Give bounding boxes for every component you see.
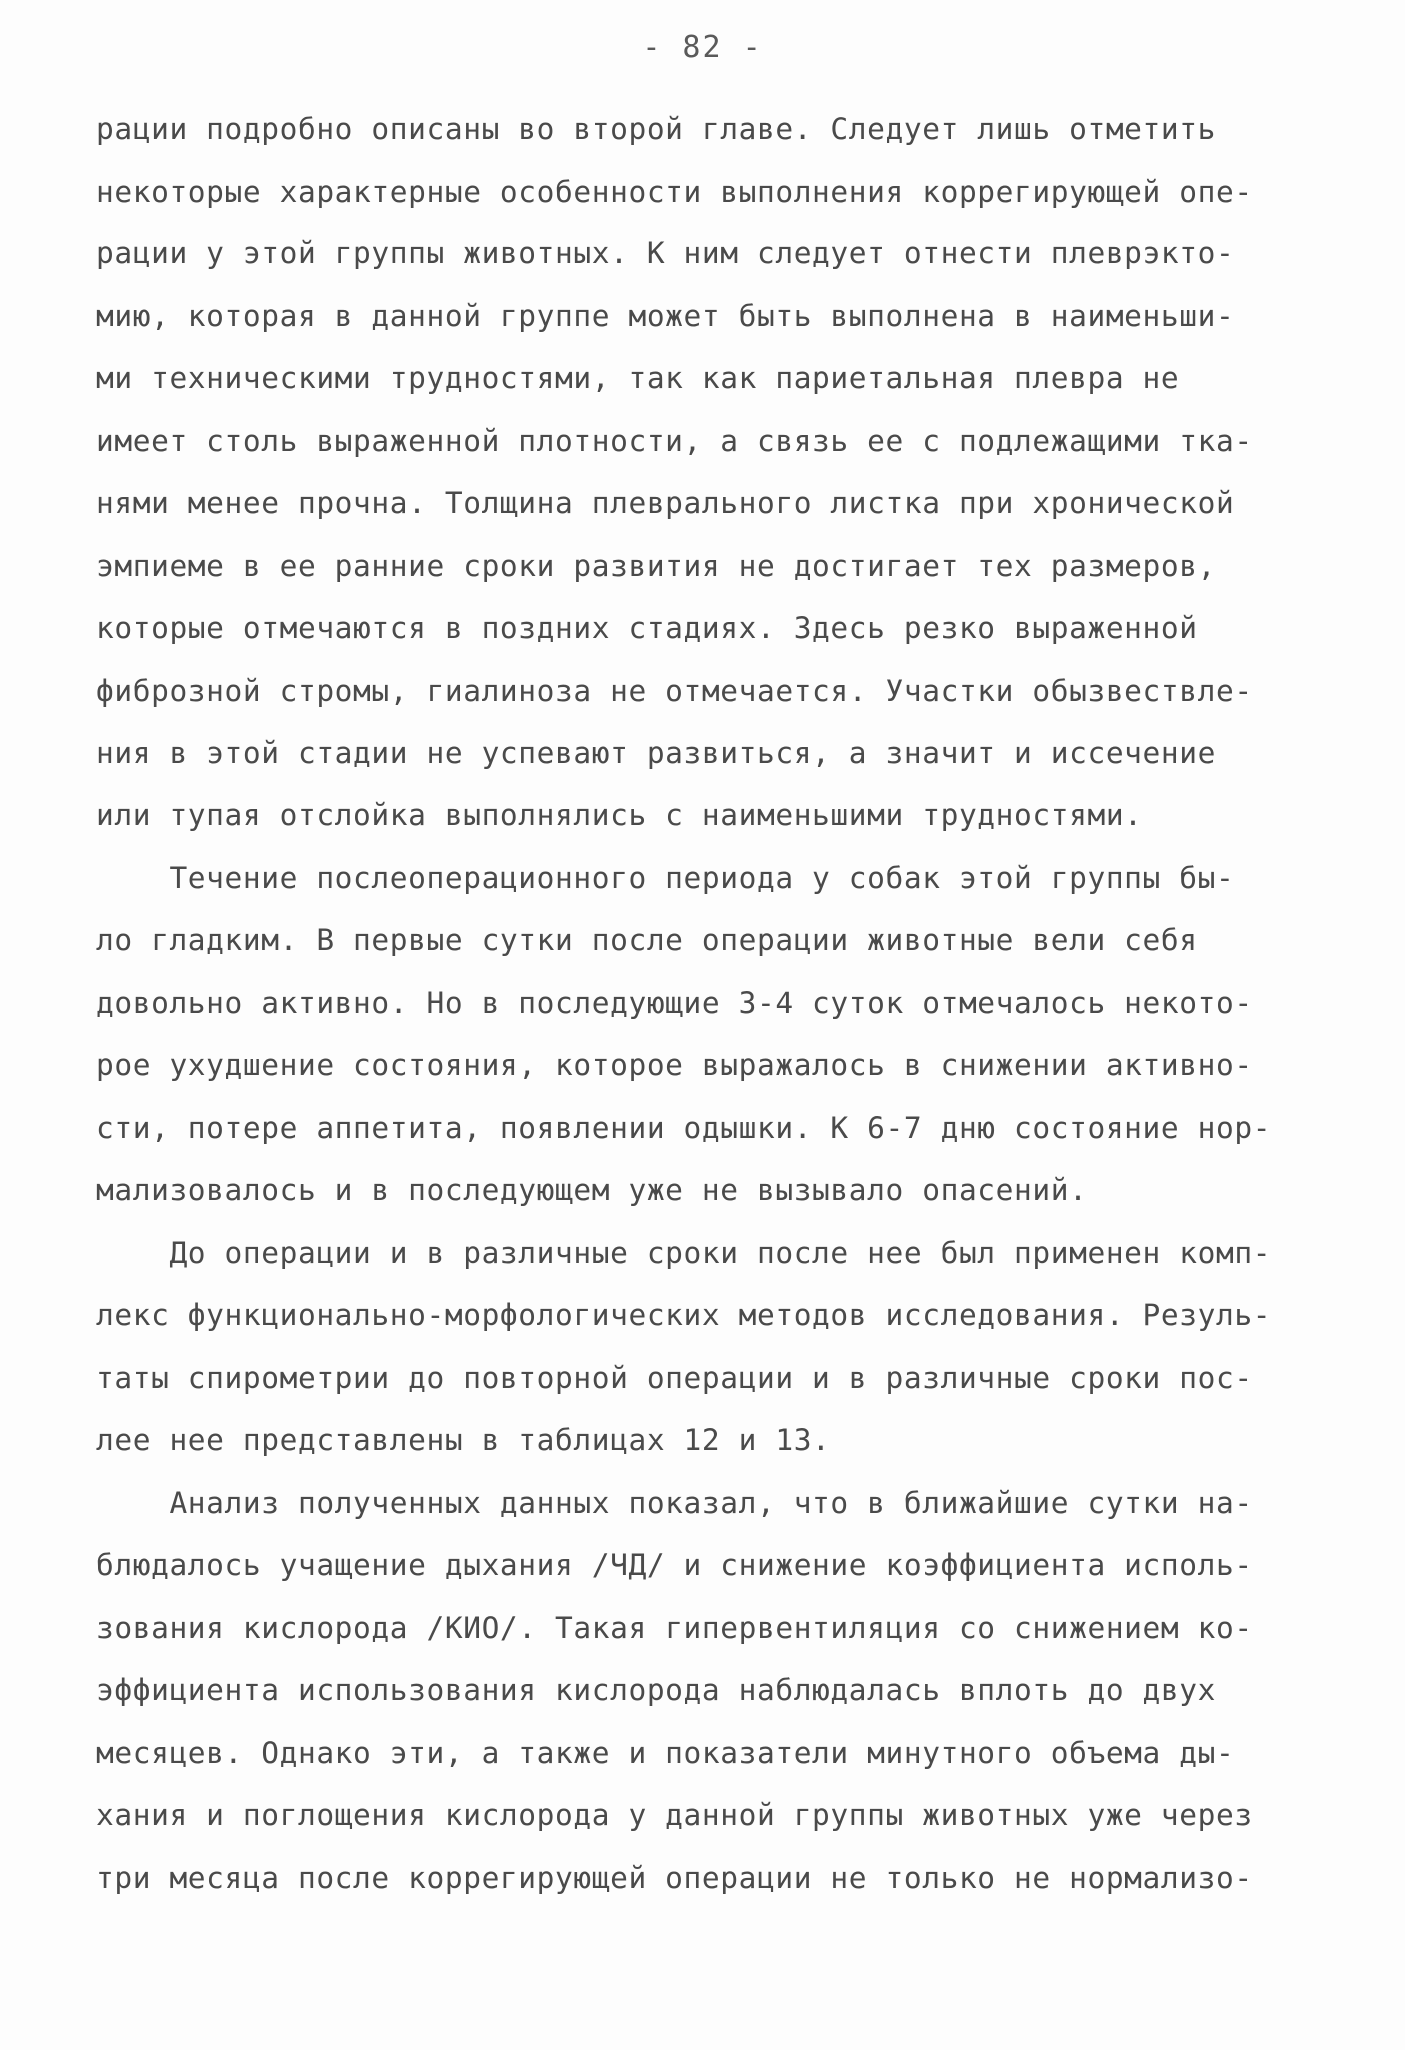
text-line: или тупая отслойка выполнялись с наименьшими трудностями.: [96, 798, 1143, 832]
text-line: ми техническими трудностями, так как париетальная плевра не: [96, 361, 1180, 395]
text-line: три месяца после коррегирующей операции не только не нормализо-: [96, 1861, 1253, 1895]
page-number: - 82 -: [642, 30, 763, 65]
text-line: мализовалось и в последующем уже не вызывало опасений.: [96, 1173, 1088, 1207]
text-line: рации подробно описаны во второй главе. Следует лишь отметить: [96, 112, 1216, 146]
text-line: месяцев. Однако эти, а также и показатели минутного объема ды-: [96, 1736, 1235, 1770]
text-line: рое ухудшение состояния, которое выражалось в снижении активно-: [96, 1048, 1253, 1082]
text-line: блюдалось учащение дыхания /ЧД/ и снижение коэффициента исполь-: [96, 1548, 1253, 1582]
text-line: сти, потере аппетита, появлении одышки. К 6-7 дню состояние нор-: [96, 1111, 1272, 1145]
text-line: ло гладким. В первые сутки после операции животные вели себя: [96, 923, 1198, 957]
text-line: Течение послеоперационного периода у собак этой группы бы-: [96, 861, 1235, 895]
text-line: некоторые характерные особенности выполнения коррегирующей опе-: [96, 175, 1253, 209]
text-line: хания и поглощения кислорода у данной группы животных уже через: [96, 1798, 1253, 1832]
text-line: До операции и в различные сроки после нее был применен комп-: [96, 1236, 1272, 1270]
text-line: эффициента использования кислорода наблюдалась вплоть до двух: [96, 1673, 1216, 1707]
text-line: Анализ полученных данных показал, что в ближайшие сутки на-: [96, 1486, 1253, 1520]
text-line: таты спирометрии до повторной операции и в различные сроки пос-: [96, 1361, 1253, 1395]
text-line: рации у этой группы животных. К ним следует отнести плеврэкто-: [96, 236, 1235, 270]
text-line: лекс функционально-морфологических методов исследования. Резуль-: [96, 1298, 1272, 1332]
text-line: имеет столь выраженной плотности, а связь ее с подлежащими тка-: [96, 424, 1253, 458]
text-line: довольно активно. Но в последующие 3-4 суток отмечалось некото-: [96, 986, 1253, 1020]
text-line: мию, которая в данной группе может быть выполнена в наименьши-: [96, 299, 1235, 333]
text-line: ния в этой стадии не успевают развиться, а значит и иссечение: [96, 736, 1216, 770]
text-line: фиброзной стромы, гиалиноза не отмечается. Участки обызвествле-: [96, 674, 1253, 708]
text-line: зования кислорода /КИО/. Такая гипервентиляция со снижением ко-: [96, 1611, 1253, 1645]
text-line: лее нее представлены в таблицах 12 и 13.: [96, 1423, 831, 1457]
text-line: эмпиеме в ее ранние сроки развития не достигает тех размеров,: [96, 549, 1216, 583]
text-line: нями менее прочна. Толщина плеврального листка при хронической: [96, 486, 1235, 520]
text-line: которые отмечаются в поздних стадиях. Здесь резко выраженной: [96, 611, 1198, 645]
